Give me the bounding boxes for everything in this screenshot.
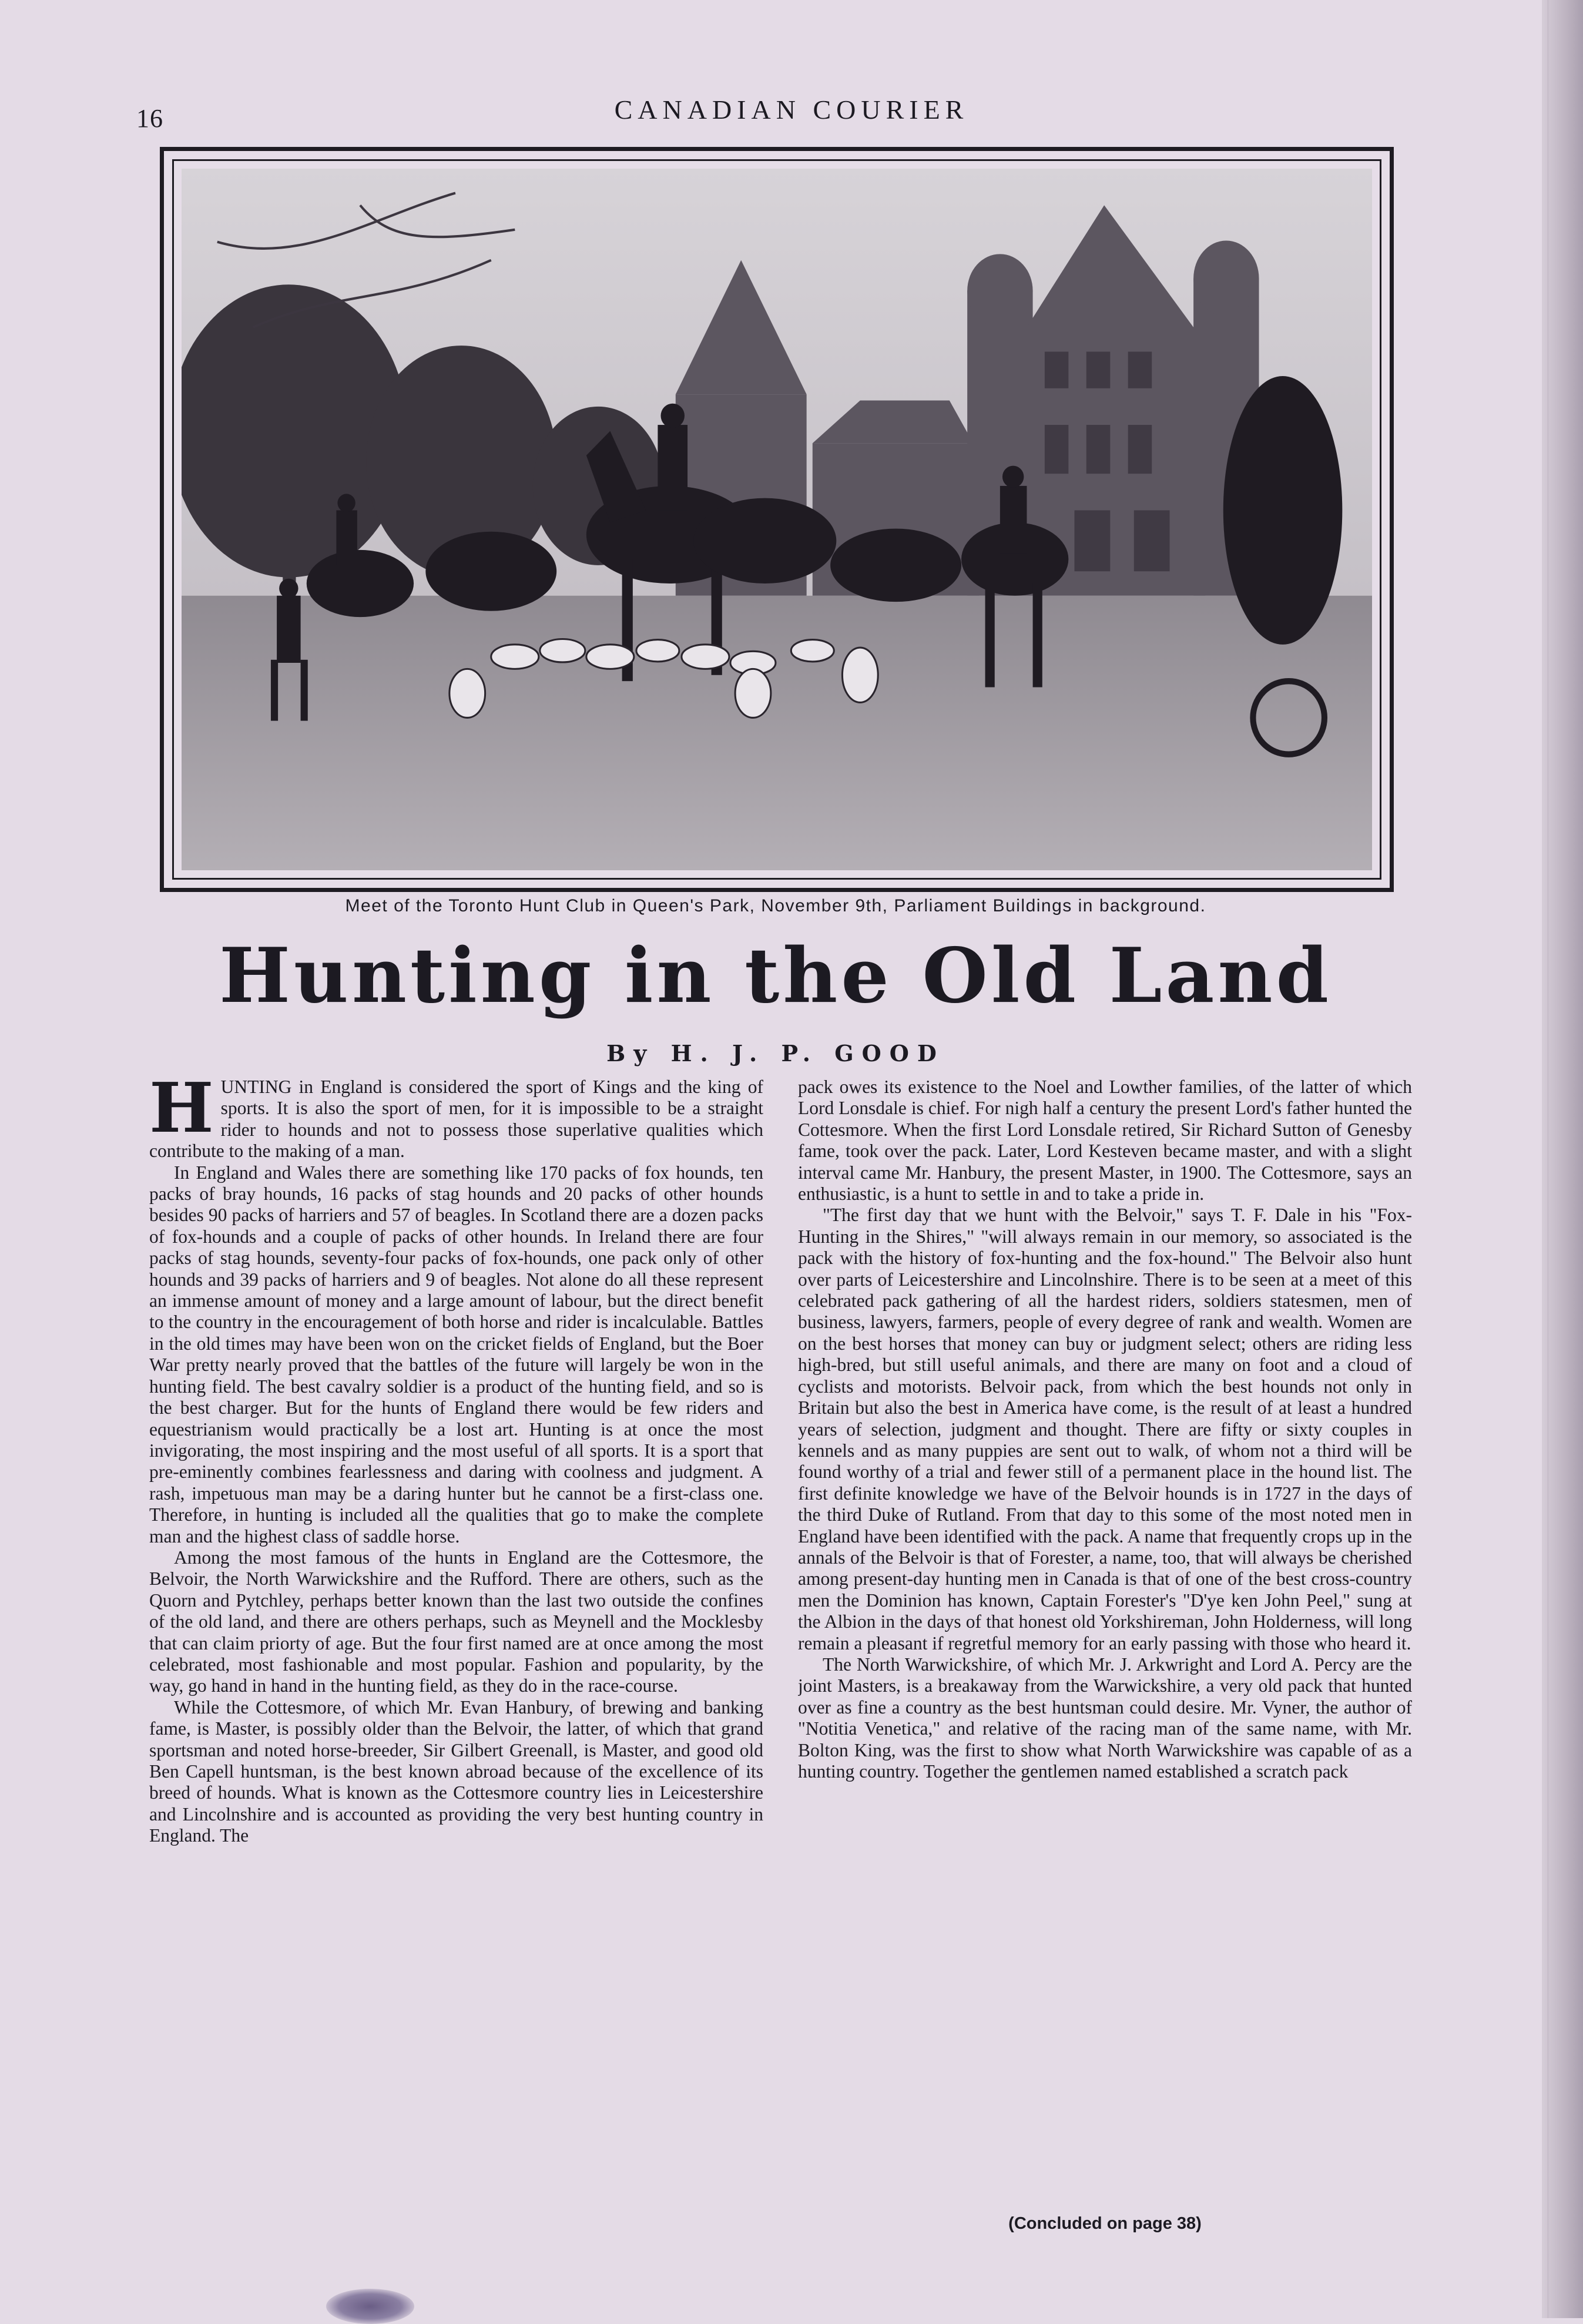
drop-cap: H — [149, 1077, 214, 1148]
photo-illustration — [182, 169, 1372, 870]
photo-caption: Meet of the Toronto Hunt Club in Queen's Park, November 9th, Parliament Buildings in background. — [345, 896, 1206, 915]
page-number: 16 — [136, 104, 163, 133]
opening-text: UNTING in England is considered the sport of Kings and the king of sports. It is also the sport of men, for it is impossible to be a straight rider to hounds and not to possess those superlative qualities which contribute to the making of a man. — [149, 1077, 763, 1162]
article-paragraph: In England and Wales there are something like 170 packs of fox hounds, ten packs of bray hounds, 16 packs of stag hounds and 20 packs of other hounds besides 90 packs of harriers and 57 of beagles. In Scotland there are a dozen packs of fox-hounds and a couple of packs of other hounds. In Ireland there are four packs of stag hounds, seventy-four packs of fox-hounds, one pack only of other hounds and 39 packs of harriers and 9 of beagles. Not alone do all these represent an immense amount of money and a large amount of labour, but the direct benefit to the country in the encouragement of both horse and rider is incalculable. Battles in the old times may have been won on the cricket fields of England, but the Boer War pretty nearly proved that the battles of the future will largely be won in the hunting field. The best cavalry soldier is a product of the hunting field, and so is the best charger. But for the hunts of England there would be few riders and equestrianism would practically be a lost art. Hunting is at once the most invigorating, the most inspiring and the most useful of all sports. It is a sport that pre-eminently combines fearlessness and daring with coolness and judgment. A rash, impetuous man may be a daring hunter but he cannot be a first-class one. Therefore, in hunting is included all the qualities that go to make the complete man and the highest class of saddle horse. — [149, 1162, 763, 1547]
page-edge — [1547, 0, 1549, 2318]
article-paragraph: The North Warwickshire, of which Mr. J. Arkwright and Lord A. Percy are the joint Masters, is a breakaway from the Warwickshire, a very old pack that hunted over as fine a country as the best huntsman could desire. Mr. Vyner, the author of "Notitia Venetica," and relative of the racing man of the same name, with Mr. Bolton King, was the first to show what North Warwickshire was capable of as a hunting country. Together the gentlemen named established a scratch pack — [798, 1654, 1412, 1782]
ink-blot — [326, 2289, 414, 2324]
continued-note: (Concluded on page 38) — [1008, 2214, 1202, 2233]
article-title: Hunting in the Old Land — [219, 932, 1333, 1020]
article-paragraph: "The first day that we hunt with the Belvoir," says T. F. Dale in his "Fox-Hunting in the Shires," "will always remain in our memory, so associated is the pack with the history of fox-hunting and the fox-hound." The Belvoir also hunt over parts of Leicestershire and Lincolnshire. There is to be seen at a meet of this celebrated pack gathering of all the hardest riders, soldiers statesmen, men of business, lawyers, farmers, people of every degree of rank and wealth. Women are on the best horses that money can buy or judgment select; others are riding less high-bred, but still useful animals, and there are many on foot and a cloud of cyclists and motorists. Belvoir pack, from which the best hounds not only in Britain but also the best in America have come, is the result of at least a hundred years of selection, judgment and thought. There are fifty or sixty couples in kennels and as many puppies are sent out to walk, of whom not a third will be found worthy of a trial and fewer still of a permanent place in the hound list. The first definite knowledge we have of the Belvoir hounds is in 1727 in the days of the third Duke of Rutland. From that day to this some of the most noted men in England have been identified with the pack. A name that frequently crops up in the annals of the Belvoir is that of Forester, a name, too, that will always be cherished among present-day hunting men in Canada is that of one of the best cross-country men the Dominion has known, Captain Forester's "D'ye ken John Peel," sung at the Albion in the days of that honest old Yorkshireman, John Holderness, will long remain a pleasant if regretful memory for an early passing with those who heard it. — [798, 1205, 1412, 1654]
photo-frame — [160, 147, 1394, 892]
article-column-right — [798, 1077, 1412, 2216]
article-paragraph — [149, 1077, 763, 1162]
article-paragraph: Among the most famous of the hunts in England are the Cottesmore, the Belvoir, the North Warwickshire and the Rufford. There are others, such as the Quorn and Pytchley, perhaps better known than the last two outside the confines of the old land, and there are others perhaps, such as Meynell and the Mocklesby that can claim priorty of age. But the four first named are at once among the most celebrated, most fashionable and most popular. Fashion and popularity, by the way, go hand in hand in the hunting field, as they do in the race-course. — [149, 1547, 763, 1696]
article-paragraph: While the Cottesmore, of which Mr. Evan Hanbury, of brewing and banking fame, is Master, is possibly older than the Belvoir, the latter, of which that grand sportsman and noted horse-breeder, Sir Gilbert Greenall, is Master, and good old Ben Capell huntsman, is the best known abroad because of the excellence of its breed of hounds. What is known as the Cottesmore country lies in Leicestershire and Lincolnshire and is accounted as providing the very best hunting country in England. The — [149, 1696, 763, 1846]
article-paragraph: pack owes its existence to the Noel and Lowther families, of the latter of which Lord Lonsdale is chief. For nigh half a century the present Lord's father hunted the Cottesmore. When the first Lord Lonsdale retired, Sir Richard Sutton of Genesby fame, took over the pack. Later, Lord Kesteven became master, and with a slight interval came Mr. Hanbury, the present Master, in 1900. The Cottesmore, says an enthusiastic, is a hunt to settle in and to take a pride in. — [798, 1077, 1412, 1205]
running-head: CANADIAN COURIER — [614, 95, 969, 125]
article-byline: By H. J. P. GOOD — [606, 1040, 945, 1067]
article-column-left — [149, 1077, 763, 2216]
hunt-meet-photograph — [182, 169, 1372, 870]
